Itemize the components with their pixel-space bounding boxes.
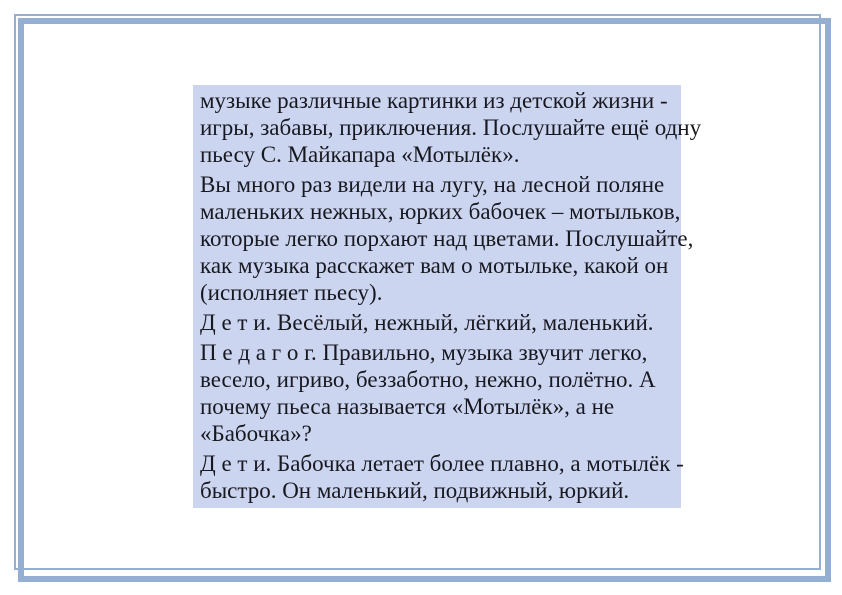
- text-line: которые легко порхают над цветами. Послушайте,: [200, 226, 694, 251]
- text-line: Д е т и. Весёлый, нежный, лёгкий, маленький.: [200, 310, 654, 335]
- paragraph-children-answer-1: [200, 309, 674, 336]
- text-line: как музыка расскажет вам о мотыльке, какой он: [200, 253, 669, 278]
- text-line: весело, игриво, беззаботно, нежно, полётно. А: [200, 367, 656, 392]
- text-line: игры, забавы, приключения. Послушайте ещё одну: [200, 115, 702, 140]
- text-line: быстро. Он маленький, подвижный, юркий.: [200, 478, 630, 503]
- text-line: музыке различные картинки из детской жизни -: [200, 88, 668, 113]
- paragraph-children-answer-2: [200, 450, 684, 504]
- paragraph-intro: [200, 87, 702, 168]
- text-line: почему пьеса называется «Мотылёк», а не: [200, 394, 615, 419]
- text-line: «Бабочка»?: [200, 421, 312, 446]
- paragraph-teacher-reply: [200, 339, 674, 447]
- text-line: пьесу С. Майкапара «Мотылёк».: [200, 142, 520, 167]
- text-line: (исполняет пьесу).: [200, 280, 383, 305]
- text-line: П е д а г о г. Правильно, музыка звучит легко,: [200, 340, 648, 365]
- text-line: Д е т и. Бабочка летает более плавно, а мотылёк -: [200, 451, 684, 476]
- text-line: маленьких нежных, юрких бабочек – мотыльков,: [200, 199, 681, 224]
- text-line: Вы много раз видели на лугу, на лесной поляне: [200, 172, 665, 197]
- paragraph-teacher-description: [200, 171, 694, 306]
- slide-text-block: [193, 85, 702, 508]
